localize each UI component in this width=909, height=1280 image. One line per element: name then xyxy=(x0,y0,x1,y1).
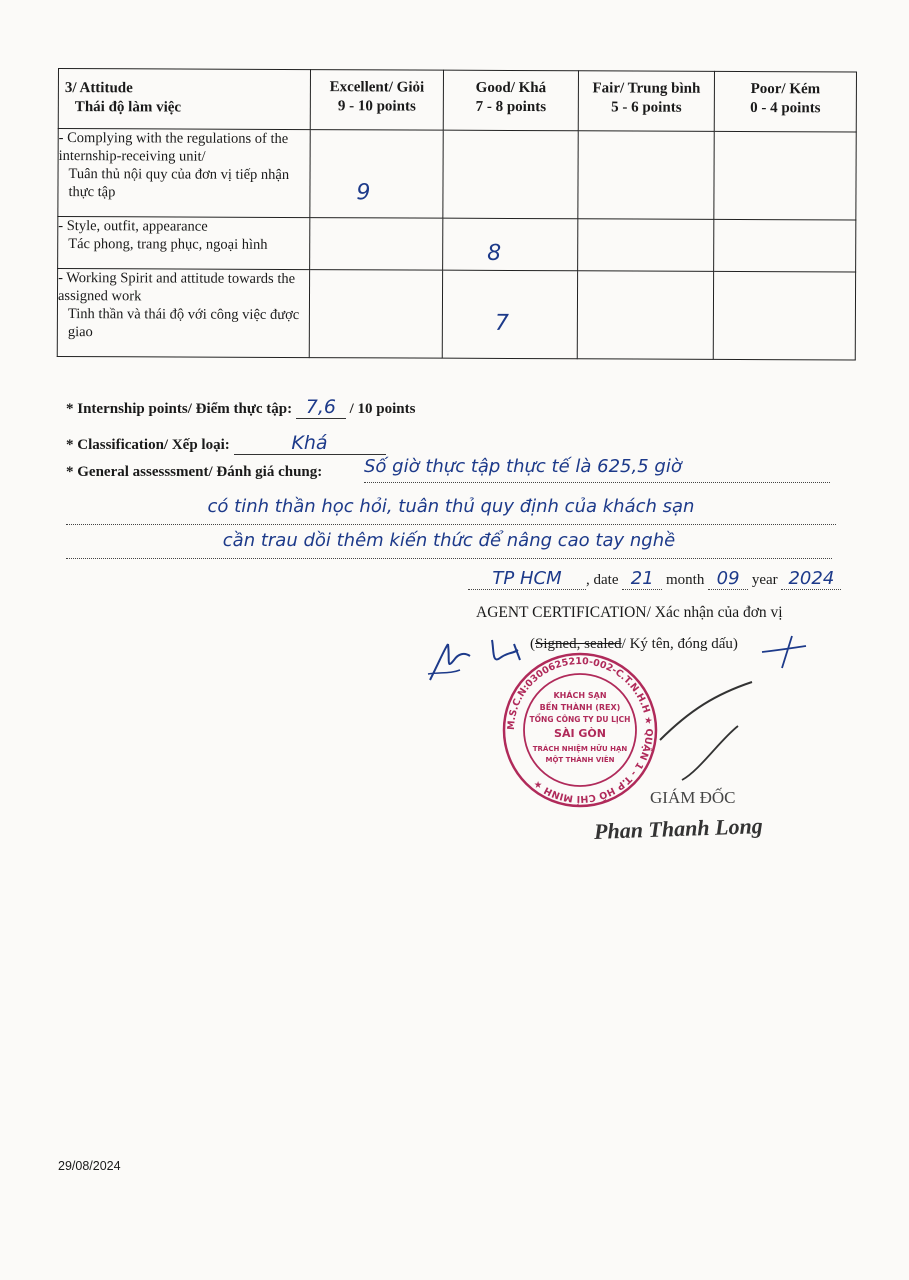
svg-text:KHÁCH SẠN: KHÁCH SẠN xyxy=(553,691,607,700)
score-cell-excellent xyxy=(310,130,443,219)
svg-text:TRÁCH NHIỆM HỮU HẠN: TRÁCH NHIỆM HỮU HẠN xyxy=(532,745,628,753)
assessment-line-1: Số giờ thực tập thực tế là 625,5 giờ xyxy=(364,456,830,483)
svg-text:SÀI GÒN: SÀI GÒN xyxy=(554,727,606,740)
header-fair: Fair/ Trung bình 5 - 6 points xyxy=(578,71,714,132)
director-title: GIÁM ĐỐC xyxy=(650,788,736,807)
svg-text:TỔNG CÔNG TY DU LỊCH: TỔNG CÔNG TY DU LỊCH xyxy=(529,715,631,724)
assessment-line-3: cần trau dồi thêm kiến thức để nâng cao tay nghề xyxy=(66,530,832,559)
header-attitude: 3/ Attitude Thái độ làm việc xyxy=(58,69,310,130)
date-line: TP HCM , date 21 month 09 year 2024 xyxy=(468,568,841,590)
score-spirit: 7 xyxy=(494,310,509,336)
day-value: 21 xyxy=(622,568,662,590)
header-good: Good/ Khá 7 - 8 points xyxy=(443,70,578,131)
score-regulations: 9 xyxy=(356,180,371,206)
company-stamp xyxy=(500,650,660,810)
agent-certification-title: AGENT CERTIFICATION/ Xác nhận của đơn vị xyxy=(476,604,783,621)
assessment-line-2: có tinh thần học hỏi, tuân thủ quy định của khách sạn xyxy=(66,496,836,525)
table-row xyxy=(58,129,856,220)
stamp-ring-text: M.S.C.N:0300625210-002-C.T.N.H.H ★ QUẬN 1 - T.P HỒ CHÍ MINH ★ xyxy=(505,655,655,805)
score-cell-good xyxy=(442,270,577,359)
internship-points-value: 7,6 xyxy=(296,396,346,419)
criterion-spirit: - Working Spirit and attitude towards the assigned work Tinh thần và thái độ với công việc được giao xyxy=(57,269,309,358)
criterion-style: - Style, outfit, appearance Tác phong, trang phục, ngoại hình xyxy=(58,217,310,270)
attitude-table xyxy=(57,68,857,360)
place-value: TP HCM xyxy=(468,568,586,590)
table-row xyxy=(58,217,856,272)
svg-text:BẾN THÀNH (REX): BẾN THÀNH (REX) xyxy=(539,703,621,712)
classification-value: Khá xyxy=(234,432,386,455)
table-row xyxy=(57,269,855,360)
year-value: 2024 xyxy=(781,568,841,590)
score-cell-good xyxy=(443,218,578,271)
director-name: Phan Thanh Long xyxy=(593,813,764,844)
internship-points-line: * Internship points/ Điểm thực tập: 7,6 / 10 points xyxy=(66,396,416,418)
header-poor: Poor/ Kém 0 - 4 points xyxy=(714,71,856,132)
assessment-label: * General assesssment/ Đánh giá chung: xyxy=(66,464,323,480)
header-excellent: Excellent/ Giỏi 9 - 10 points xyxy=(310,70,443,131)
score-style: 8 xyxy=(487,240,502,266)
classification-line: * Classification/ Xếp loại: Khá xyxy=(66,432,386,455)
criterion-regulations: - Complying with the regulations of the internship-receiving unit/ Tuân thủ nội quy của đơn vị tiếp nhận thực tập xyxy=(58,129,310,218)
signed-sealed-note: (Signed, sealed/ Ký tên, đóng dấu) xyxy=(530,636,738,652)
month-value: 09 xyxy=(708,568,748,590)
table-header-row xyxy=(58,69,856,132)
print-date: 29/08/2024 xyxy=(58,1159,121,1173)
svg-text:MỘT THÀNH VIÊN: MỘT THÀNH VIÊN xyxy=(545,756,615,764)
